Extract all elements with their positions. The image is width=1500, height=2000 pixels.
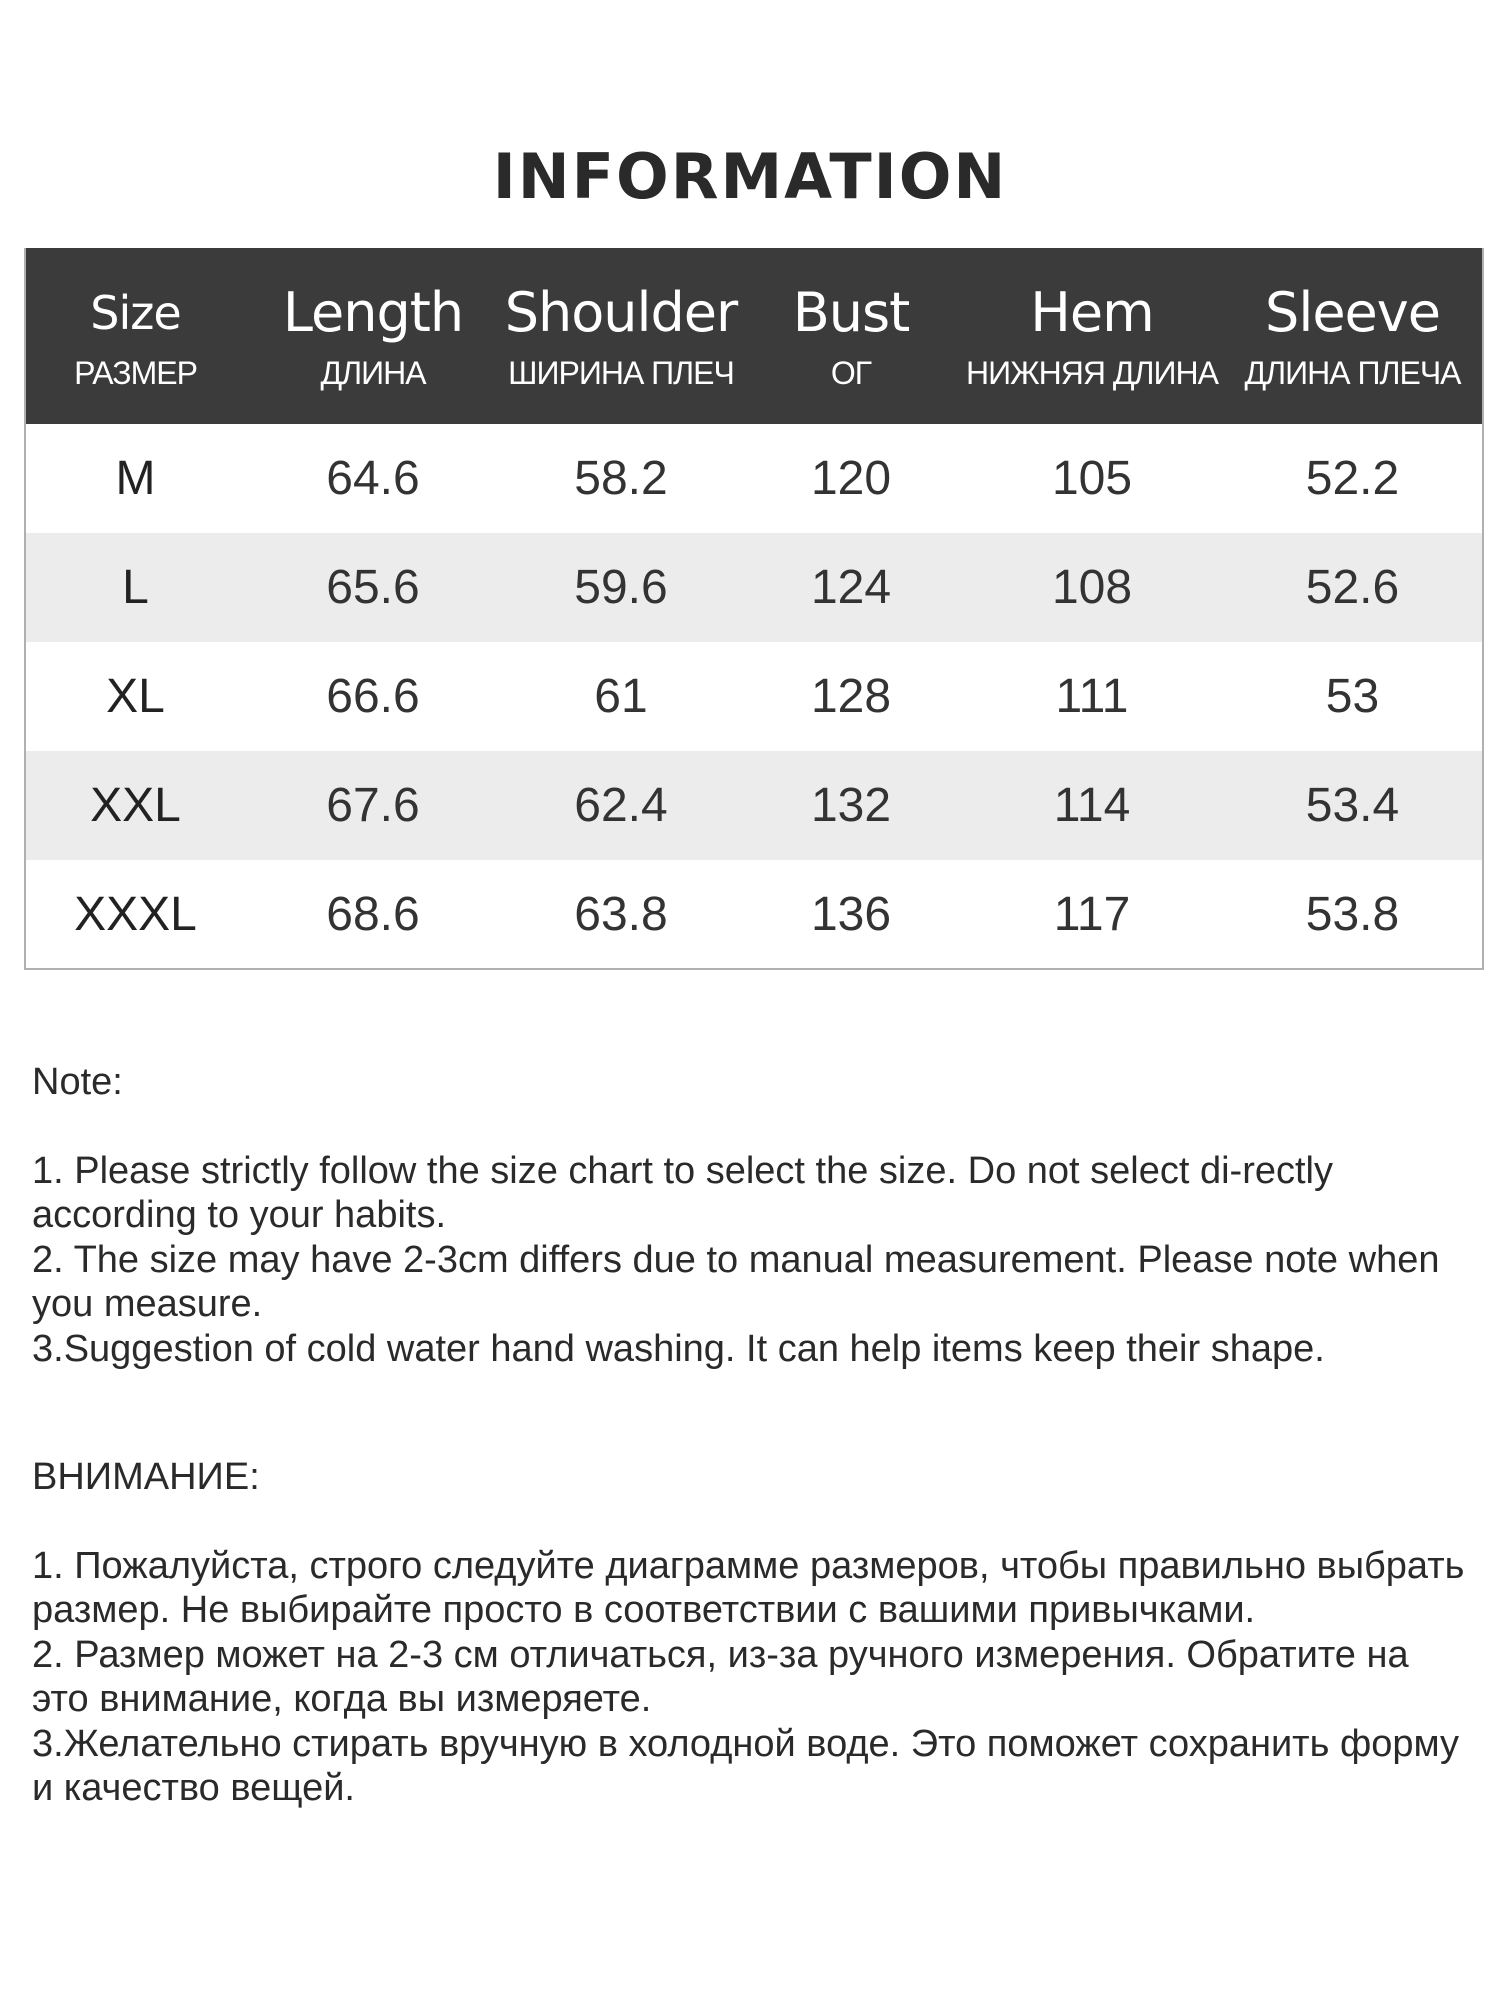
note-line-ru: 2. Размер может на 2-3 см отличаться, из-за ручного измерения. Обратите на это внимание, когда вы измеряете.: [32, 1633, 1409, 1720]
header-length: [245, 248, 501, 424]
table-cell: 63.8: [574, 887, 668, 941]
note-line-en: 3.Suggestion of cold water hand washing. It can help items keep their shape.: [32, 1327, 1325, 1370]
header-shoulder-ru: ШИРИНА ПЛЕЧ: [508, 355, 734, 391]
table-cell: 114: [1053, 779, 1131, 832]
table-cell: 64.6: [326, 452, 420, 505]
header-size-ru: РАЗМЕР: [74, 355, 197, 391]
table-cell: L: [122, 561, 149, 614]
table-cell: 105: [1051, 452, 1133, 505]
table-cell: 53: [1325, 670, 1380, 723]
table-cell: 61: [594, 670, 648, 723]
table-cell: 52.6: [1305, 561, 1400, 614]
table-row: [25, 642, 1483, 751]
header-size-en: Size: [90, 286, 181, 340]
header-hem-en: Hem: [1030, 281, 1154, 344]
header-length-ru: ДЛИНА: [320, 355, 426, 391]
table-cell: 67.6: [326, 779, 420, 832]
table-cell: 59.6: [574, 561, 668, 614]
table-cell: 136: [810, 887, 892, 941]
table-row: [25, 533, 1483, 642]
table-cell: 53.4: [1305, 779, 1400, 832]
table-row: [25, 860, 1483, 969]
header-bust-en: Bust: [792, 281, 910, 344]
table-cell: 128: [810, 670, 892, 723]
table-cell: 120: [810, 452, 892, 505]
table-cell: 108: [1051, 561, 1133, 614]
table-cell: 117: [1053, 887, 1131, 941]
table-cell: 53.8: [1305, 887, 1400, 941]
note-heading-ru: ВНИМАНИЕ:: [32, 1456, 260, 1498]
header-hem-ru: НИЖНЯЯ ДЛИНА: [966, 355, 1218, 391]
table-cell: 68.6: [326, 887, 420, 941]
notes-section: [32, 1060, 1472, 1811]
table-cell: M: [115, 452, 156, 505]
page-title: INFORMATION: [492, 140, 1008, 213]
table-cell: 52.2: [1305, 452, 1400, 505]
size-chart-table: [24, 248, 1484, 970]
table-cell: 111: [1055, 670, 1129, 723]
header-shoulder-en: Shoulder: [504, 281, 738, 344]
table-row: [25, 424, 1483, 533]
note-heading-en: Note:: [32, 1061, 123, 1103]
header-bust: [741, 248, 961, 424]
header-bust-ru: ОГ: [830, 355, 872, 391]
header-shoulder: [501, 248, 741, 424]
header-length-en: Length: [282, 281, 464, 344]
table-cell: 124: [810, 561, 892, 614]
header-hem: [961, 248, 1223, 424]
table-cell: 66.6: [326, 670, 420, 723]
header-sleeve: [1223, 248, 1483, 424]
header-sleeve-ru: ДЛИНА ПЛЕЧА: [1244, 355, 1461, 391]
note-line-ru: 1. Пожалуйста, строго следуйте диаграмме размеров, чтобы правильно выбрать размер. Не выбирайте просто в соответствии с вашими привычками.: [32, 1544, 1465, 1631]
table-row: [25, 751, 1483, 860]
header-size: [25, 248, 245, 424]
table-cell: XL: [106, 670, 165, 723]
table-cell: 65.6: [326, 561, 420, 614]
table-cell: XXL: [90, 779, 181, 832]
note-line-en: 2. The size may have 2-3cm differs due to manual measurement. Please note when you measure.: [32, 1238, 1440, 1325]
table-cell: 58.2: [574, 452, 668, 505]
table-cell: 62.4: [574, 779, 668, 832]
note-line-ru: 3.Желательно стирать вручную в холодной воде. Это поможет сохранить форму и качество вещей.: [32, 1722, 1460, 1809]
table-header-row: [25, 248, 1483, 424]
table-cell: XXXL: [74, 887, 197, 941]
table-cell: 132: [810, 779, 892, 832]
note-line-en: 1. Please strictly follow the size chart to select the size. Do not select di-rectly according to your habits.: [32, 1149, 1333, 1236]
header-sleeve-en: Sleeve: [1265, 281, 1440, 344]
